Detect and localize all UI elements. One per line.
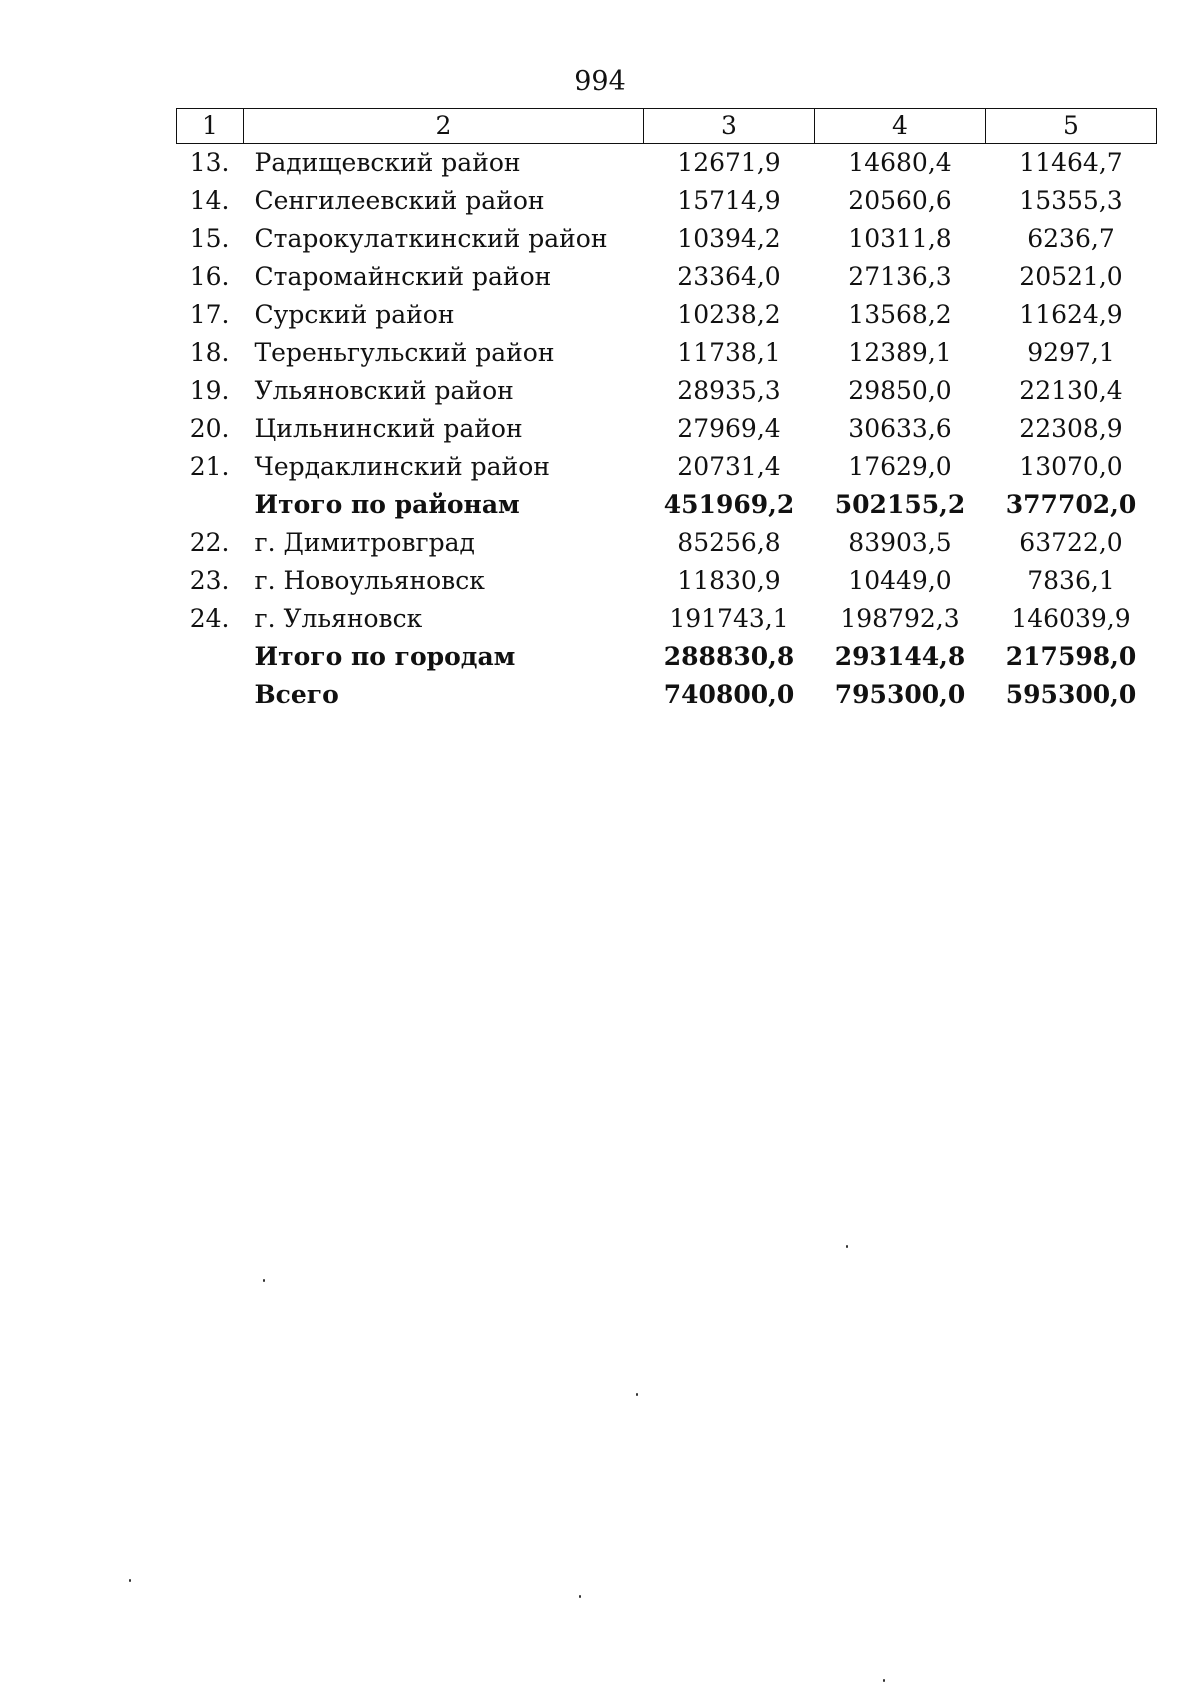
row-number: 23. [189, 566, 230, 595]
value-col-5: 15355,3 [1019, 186, 1123, 215]
grand-total-row [177, 676, 1157, 714]
scan-speck [579, 1595, 581, 1598]
row-number: 18. [189, 338, 230, 367]
value-col-4: 10311,8 [848, 224, 952, 253]
row-number: 21. [189, 452, 230, 481]
city-name: г. Ульяновск [254, 604, 423, 633]
value-col-3: 85256,8 [677, 528, 781, 557]
column-header-1: 1 [177, 109, 244, 144]
district-name: Сенгилеевский район [254, 186, 545, 215]
value-col-4: 20560,6 [848, 186, 952, 215]
district-name: Сурский район [254, 300, 455, 329]
table-row [177, 296, 1157, 334]
value-col-4: 293144,8 [834, 642, 966, 671]
district-name: Радищевский район [254, 148, 521, 177]
row-number [177, 486, 244, 524]
value-col-4: 795300,0 [834, 680, 966, 709]
value-col-3: 451969,2 [663, 490, 795, 519]
table-row [177, 334, 1157, 372]
table-row [177, 372, 1157, 410]
value-col-3: 11738,1 [677, 338, 781, 367]
row-number: 22. [189, 528, 230, 557]
table-row [177, 410, 1157, 448]
value-col-4: 83903,5 [848, 528, 952, 557]
value-col-4: 29850,0 [848, 376, 952, 405]
value-col-5: 13070,0 [1019, 452, 1123, 481]
value-col-4: 502155,2 [834, 490, 966, 519]
value-col-4: 13568,2 [848, 300, 952, 329]
value-col-3: 10238,2 [677, 300, 781, 329]
value-col-5: 63722,0 [1019, 528, 1123, 557]
district-name: Чердаклинский район [254, 452, 550, 481]
subtotal-label: Итого по районам [254, 490, 520, 519]
value-col-5: 377702,0 [1005, 490, 1137, 519]
scan-speck [263, 1279, 265, 1282]
value-col-5: 217598,0 [1005, 642, 1137, 671]
value-col-5: 11464,7 [1019, 148, 1123, 177]
value-col-3: 191743,1 [669, 604, 789, 633]
value-col-3: 11830,9 [677, 566, 781, 595]
column-header-3: 3 [644, 109, 815, 144]
row-number [177, 676, 244, 714]
value-col-5: 146039,9 [1011, 604, 1131, 633]
scan-speck [129, 1579, 131, 1582]
header-row [177, 109, 1157, 144]
row-number: 19. [189, 376, 230, 405]
value-col-5: 11624,9 [1019, 300, 1123, 329]
table-row [177, 562, 1157, 600]
district-name: Старокулаткинский район [254, 224, 608, 253]
column-header-2: 2 [244, 109, 644, 144]
scan-speck [846, 1245, 848, 1248]
scan-speck [636, 1393, 638, 1396]
value-col-3: 12671,9 [677, 148, 781, 177]
value-col-3: 740800,0 [663, 680, 795, 709]
row-number: 24. [189, 604, 230, 633]
subtotal-districts-row [177, 486, 1157, 524]
scan-speck [883, 1679, 885, 1682]
table-row [177, 182, 1157, 220]
value-col-3: 23364,0 [677, 262, 781, 291]
page-number: 994 [574, 66, 626, 97]
value-col-3: 28935,3 [677, 376, 781, 405]
column-header-4: 4 [815, 109, 986, 144]
row-number: 13. [189, 148, 230, 177]
value-col-4: 30633,6 [848, 414, 952, 443]
value-col-4: 17629,0 [848, 452, 952, 481]
table-row [177, 524, 1157, 562]
table-row [177, 448, 1157, 486]
district-name: Тереньгульский район [254, 338, 555, 367]
value-col-5: 20521,0 [1019, 262, 1123, 291]
value-col-3: 20731,4 [677, 452, 781, 481]
district-name: Ульяновский район [254, 376, 514, 405]
data-table [176, 108, 1157, 714]
table-row [177, 258, 1157, 296]
row-number: 20. [189, 414, 230, 443]
value-col-3: 27969,4 [677, 414, 781, 443]
value-col-4: 10449,0 [848, 566, 952, 595]
value-col-5: 22130,4 [1019, 376, 1123, 405]
value-col-3: 15714,9 [677, 186, 781, 215]
table-row [177, 144, 1157, 183]
table-row [177, 600, 1157, 638]
subtotal-cities-row [177, 638, 1157, 676]
value-col-4: 12389,1 [848, 338, 952, 367]
row-number: 15. [189, 224, 230, 253]
city-name: г. Новоульяновск [254, 566, 485, 595]
district-name: Цильнинский район [254, 414, 523, 443]
value-col-5: 6236,7 [1027, 224, 1115, 253]
row-number: 14. [189, 186, 230, 215]
value-col-4: 14680,4 [848, 148, 952, 177]
value-col-5: 22308,9 [1019, 414, 1123, 443]
value-col-5: 7836,1 [1027, 566, 1115, 595]
row-number: 17. [189, 300, 230, 329]
district-name: Старомайнский район [254, 262, 552, 291]
row-number [177, 638, 244, 676]
city-name: г. Димитровград [254, 528, 475, 557]
table-header [177, 109, 1157, 144]
row-number: 16. [189, 262, 230, 291]
grand-total-label: Всего [254, 680, 339, 709]
subtotal-label: Итого по городам [254, 642, 516, 671]
value-col-5: 9297,1 [1027, 338, 1115, 367]
value-col-4: 198792,3 [840, 604, 960, 633]
column-header-5: 5 [986, 109, 1157, 144]
table-body [177, 144, 1157, 715]
value-col-5: 595300,0 [1005, 680, 1137, 709]
value-col-3: 288830,8 [663, 642, 795, 671]
value-col-4: 27136,3 [848, 262, 952, 291]
table-row [177, 220, 1157, 258]
value-col-3: 10394,2 [677, 224, 781, 253]
